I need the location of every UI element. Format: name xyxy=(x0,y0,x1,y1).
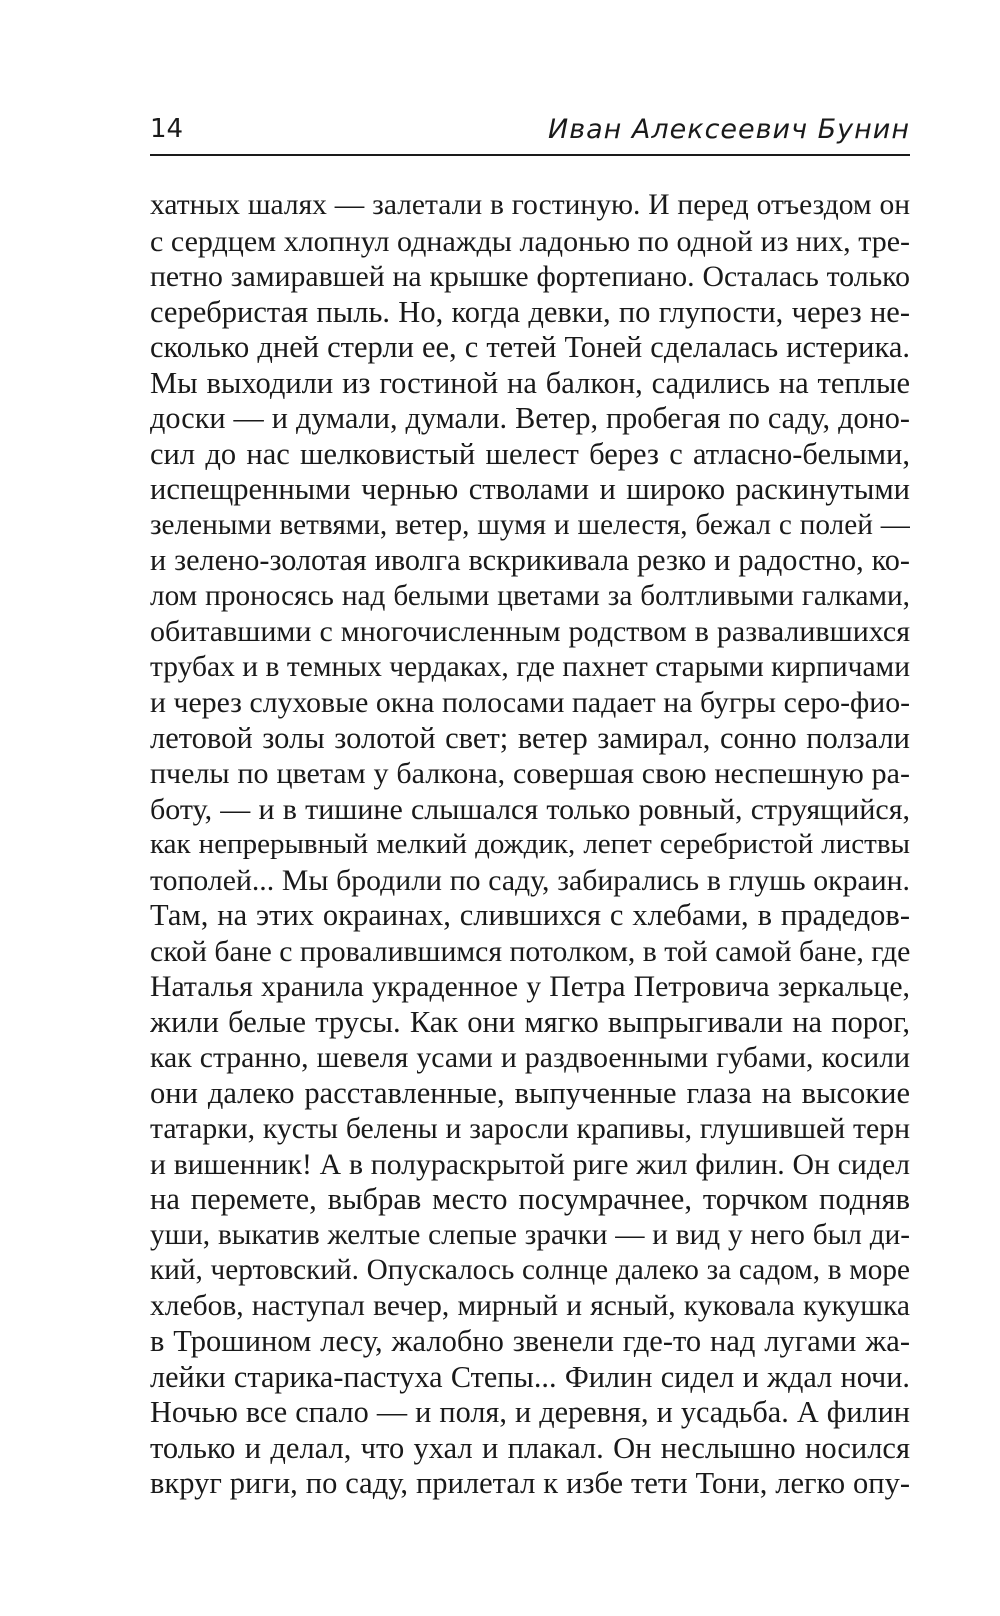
page-number: 14 xyxy=(150,114,184,144)
text-line: доски — и думали, думали. Ветер, пробегая по саду, доно- xyxy=(150,401,910,435)
text-line: хатных шалях — залетали в гостиную. И перед отъездом он xyxy=(150,189,910,221)
text-line: обитавшими с многочисленным родством в развалившихся xyxy=(150,615,910,648)
text-line: ской бане с провалившимся потолком, в той самой бане, где xyxy=(150,934,910,968)
text-line: кий, чертовский. Опускалось солнце далеко за садом, в море xyxy=(150,1254,910,1286)
text-line: вкруг риги, по саду, прилетал к избе тети Тони, легко опу- xyxy=(150,1466,910,1500)
text-line: как непрерывный мелкий дождик, лепет серебристой листвы xyxy=(150,828,910,860)
text-line: Наталья хранила украденное у Петра Петровича зеркальце, xyxy=(150,970,910,1003)
text-line: только и делал, что ухал и плакал. Он неслышно носился xyxy=(150,1430,910,1465)
text-line: сколько дней стерли ее, с тетей Тоней сделалась истерика. xyxy=(150,330,910,364)
text-line: тополей... Мы бродили по саду, забирались в глушь окраин. xyxy=(150,863,910,897)
text-line: Там, на этих окраинах, слившихся с хлебами, в прадедов- xyxy=(150,898,910,932)
text-line: боту, — и в тишине слышался только ровный, струящийся, xyxy=(150,792,910,826)
running-header xyxy=(150,106,910,156)
text-line: Мы выходили из гостиной на балкон, садились на теплые xyxy=(150,365,910,400)
text-line: как странно, шевеля усами и раздвоенными губами, косили xyxy=(150,1041,910,1074)
text-line: уши, выкатив желтые слепые зрачки — и вид у него был ди- xyxy=(150,1218,910,1251)
text-line: на перемете, выбрав место посумрачнее, торчком подняв xyxy=(150,1182,910,1216)
text-line: сил до нас шелковистый шелест берез с атласно-белыми, xyxy=(150,436,910,471)
text-line: лом проносясь над белыми цветами за болтливыми галками, xyxy=(150,579,910,612)
text-line: и через слуховые окна полосами падает на бугры серо-фио- xyxy=(150,686,910,719)
text-line: пчелы по цветам у балкона, совершая свою неспешную ра- xyxy=(150,757,910,790)
body-text xyxy=(150,188,910,1502)
text-line: и вишенник! А в полураскрытой риге жил филин. Он сидел xyxy=(150,1147,910,1181)
text-line: лейки старика-пастуха Степы... Филин сидел и ждал ночи. xyxy=(150,1359,910,1394)
text-line: с сердцем хлопнул однажды ладонью по одной из них, тре- xyxy=(150,224,910,258)
text-line: петно замиравшей на крышке фортепиано. Осталась только xyxy=(150,260,910,293)
text-line: татарки, кусты белены и заросли крапивы, глушившей терн xyxy=(150,1112,910,1145)
text-line: трубах и в темных чердаках, где пахнет старыми кирпичами xyxy=(150,650,910,683)
text-line: испещренными чернью стволами и широко раскинутыми xyxy=(150,472,910,506)
text-line: и зелено-золотая иволга вскрикивала резко и радостно, ко- xyxy=(150,543,910,577)
running-title: Иван Алексеевич Бунин xyxy=(548,114,910,145)
text-line: в Трошином лесу, жалобно звенели где-то над лугами жа- xyxy=(150,1324,910,1358)
text-line: зелеными ветвями, ветер, шумя и шелестя, бежал с полей — xyxy=(150,508,910,541)
text-line: летовой золы золотой свет; ветер замирал, сонно ползали xyxy=(150,720,910,755)
text-line: серебристая пыль. Но, когда девки, по глупости, через не- xyxy=(150,294,910,329)
text-line: они далеко расставленные, выпученные глаза на высокие xyxy=(150,1075,910,1110)
text-line: жили белые трусы. Как они мягко выпрыгивали на порог, xyxy=(150,1004,910,1039)
text-line: Ночью все спало — и поля, и деревня, и усадьба. А филин xyxy=(150,1395,910,1429)
text-line: хлебов, наступал вечер, мирный и ясный, куковала кукушка xyxy=(150,1289,910,1322)
